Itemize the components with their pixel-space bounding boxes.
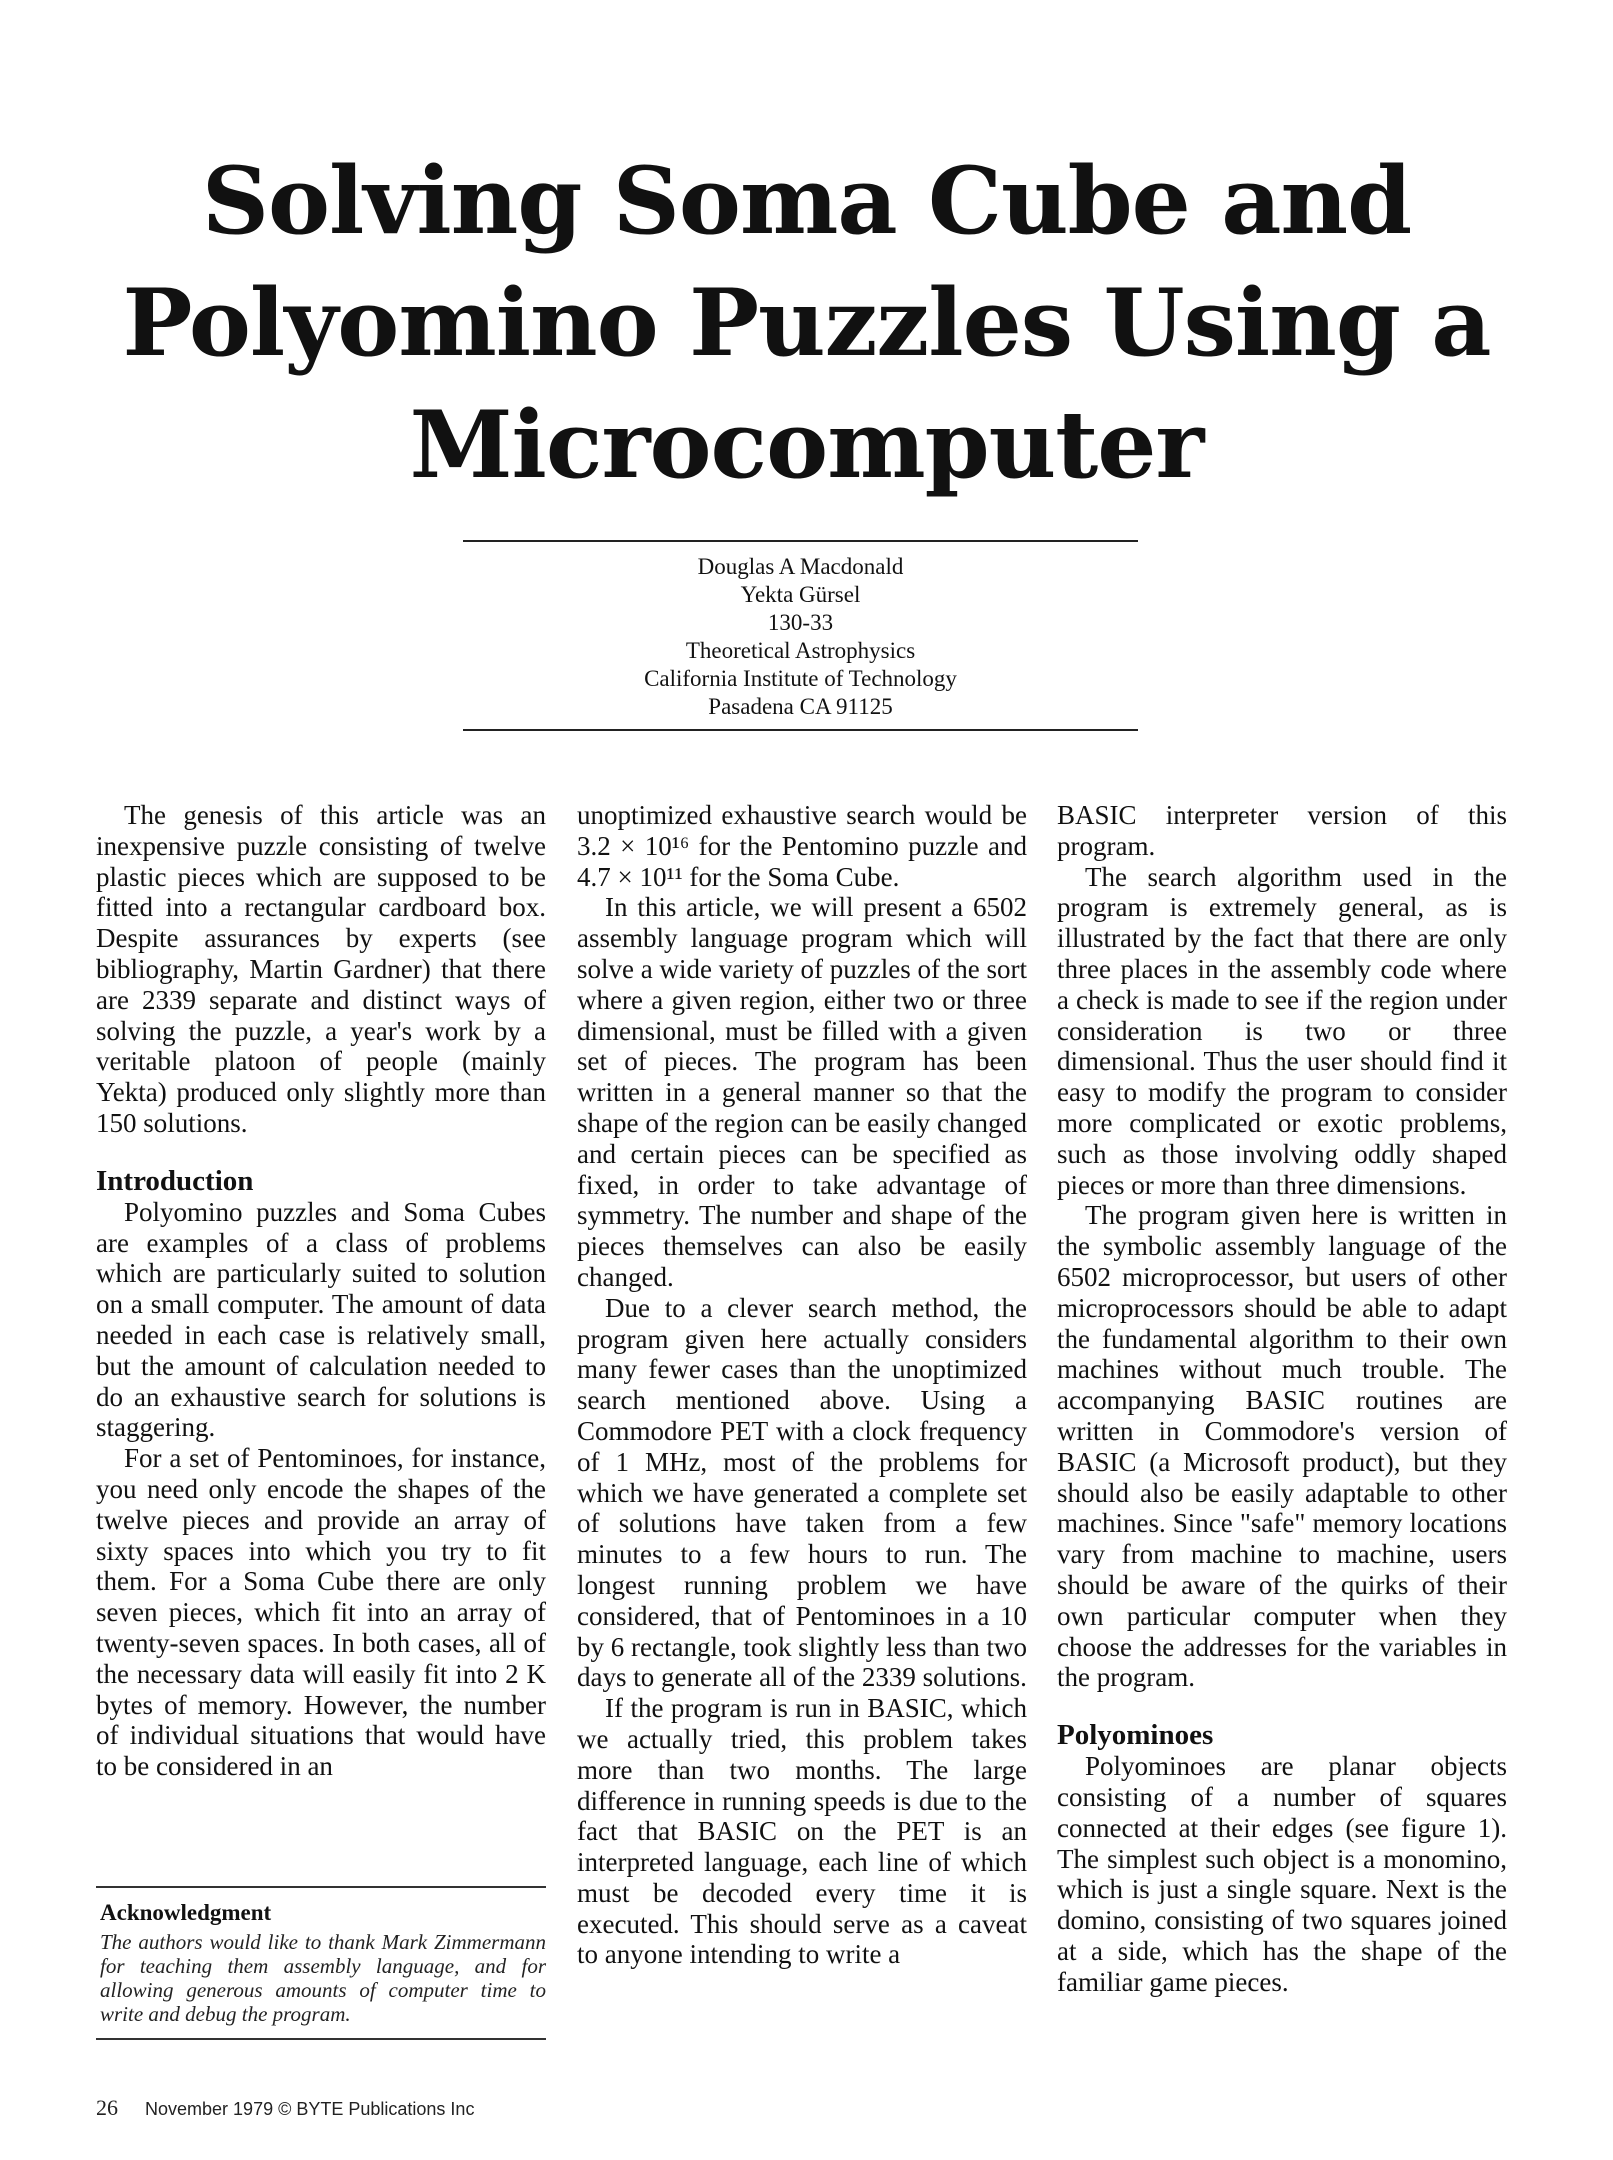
acknowledgment-heading: Acknowledgment [100, 1900, 272, 1925]
byline-rule-top [463, 540, 1138, 542]
author-block [463, 553, 1138, 721]
paragraph: Polyominoes are planar objects consisting of a number of squares connected at their edges (see figure 1). The simplest such object is a monomino, which is just a single square. Next is the domino, consisting of two squares joined at a side, which has the shape of the familiar game pieces. [1057, 1751, 1507, 1997]
paragraph: For a set of Pentominoes, for instance, you need only encode the shapes of the twelve pieces and provide an array of sixty spaces into which you try to fit them. For a Soma Cube there are only seven pieces, which fit into an array of twenty-seven spaces. In both cases, all of the necessary data will easily fit into 2 K bytes of memory. However, the number of individual situations that would have to be considered in an [96, 1443, 546, 1782]
paragraph: The program given here is written in the symbolic assembly language of the 6502 microprocessor, but users of other microprocessors should be able to adapt the fundamental algorithm to their own machines without much trouble. The accompanying BASIC routines are written in Commodore's version of BASIC (a Microsoft product), but they should also be easily adaptable to other machines. Since "safe" memory locations vary from machine to machine, users should be aware of the quirks of their own particular computer when they choose the addresses for the variables in the program. [1057, 1200, 1507, 1693]
article-title [100, 140, 1513, 506]
title-line-1: Solving Soma Cube and [201, 146, 1412, 255]
institution: California Institute of Technology [644, 666, 957, 691]
title-line-3: Microcomputer [409, 390, 1204, 499]
column-2 [577, 800, 1027, 1970]
opening-paragraph: The genesis of this article was an inexpensive puzzle consisting of twelve plastic pieces which are supposed to be fitted into a rectangular cardboard box. Despite assurances by experts (see bibliography, Martin Gardner) that there are 2339 separate and distinct ways of solving the puzzle, a year's work by a veritable platoon of people (mainly Yekta) produced only slightly more than 150 solutions. [96, 800, 546, 1138]
page-footer [96, 2096, 474, 2121]
column-3 [1057, 800, 1507, 1997]
paragraph: In this article, we will present a 6502 assembly language program which will solve a wide variety of puzzles of the sort where a given region, either two or three dimensional, must be filled with a given set of pieces. The program has been written in a general manner so that the shape of the region can be easily changed and certain pieces can be specified as fixed, in order to take advantage of symmetry. The number and shape of the pieces themselves can also be easily changed. [577, 892, 1027, 1292]
section-heading-polyominoes: Polyominoes [1057, 1719, 1214, 1752]
paragraph-continued: BASIC interpreter version of this program. [1057, 800, 1507, 861]
paragraph: If the program is run in BASIC, which we actually tried, this problem takes more than two months. The large difference in running speeds is due to the fact that BASIC on the PET is an interpreted language, each line of which must be decoded every time it is executed. This should serve as a caveat to anyone intending to write a [577, 1693, 1027, 1970]
author-1: Douglas A Macdonald [697, 554, 904, 579]
acknowledgment-text: The authors would like to thank Mark Zimmermann for teaching them assembly language, and for allowing generous amounts of computer time to write and debug the program. [100, 1930, 546, 2026]
author-2: Yekta Gürsel [740, 582, 861, 607]
byline-rule-bottom [463, 729, 1138, 731]
acknowledgment-box [96, 1886, 546, 2040]
title-line-2: Polyomino Puzzles Using a [122, 268, 1491, 377]
column-1 [96, 800, 546, 1782]
mail-code: 130-33 [767, 610, 834, 635]
page-number: 26 [96, 2095, 118, 2120]
address: Pasadena CA 91125 [708, 694, 893, 719]
department: Theoretical Astrophysics [685, 638, 916, 663]
paragraph-continued: unoptimized exhaustive search would be 3.2 × 10¹⁶ for the Pentomino puzzle and 4.7 × 10¹¹ for the Soma Cube. [577, 800, 1027, 892]
paragraph: Due to a clever search method, the program given here actually considers many fewer cases than the unoptimized search mentioned above. Using a Commodore PET with a clock frequency of 1 MHz, most of the problems for which we have generated a complete set of solutions have taken from a few minutes to a few hours to run. The longest running problem we have considered, that of Pentominoes in a 10 by 6 rectangle, took slightly less than two days to generate all of the 2339 solutions. [577, 1292, 1027, 1693]
paragraph: Polyomino puzzles and Soma Cubes are examples of a class of problems which are particularly suited to solution on a small computer. The amount of data needed in each case is relatively small, but the amount of calculation needed to do an exhaustive search for solutions is staggering. [96, 1196, 546, 1443]
publication-line: November 1979 © BYTE Publications Inc [145, 2099, 475, 2119]
section-heading-introduction: Introduction [96, 1164, 254, 1197]
paragraph: The search algorithm used in the program is extremely general, as is illustrated by the fact that there are only three places in the assembly code where a check is made to see if the region under consideration is two or three dimensional. Thus the user should find it easy to modify the program to consider more complicated or exotic problems, such as those involving oddly shaped pieces or more than three dimensions. [1057, 861, 1507, 1200]
